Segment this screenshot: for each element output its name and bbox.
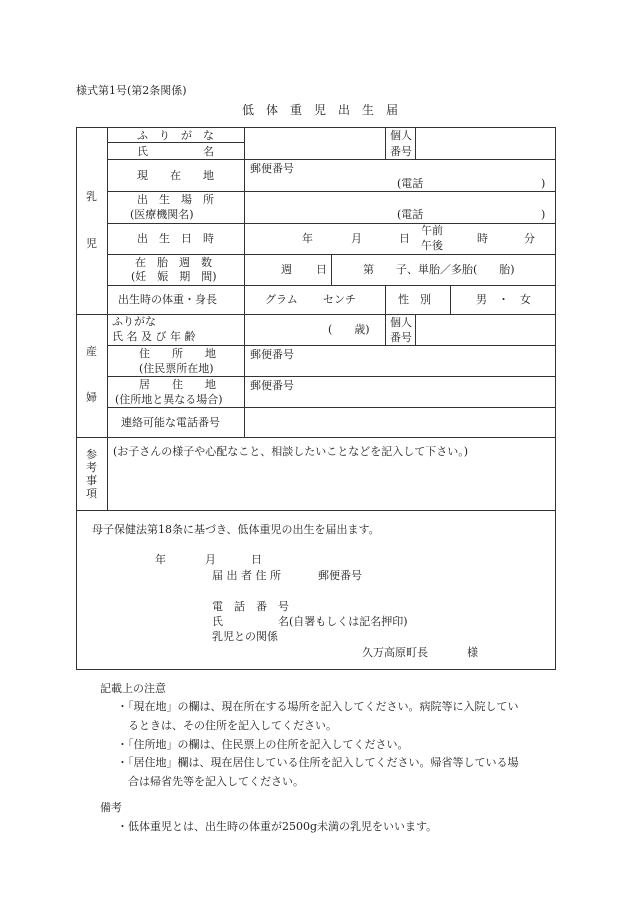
- mother-age-suffix: ( 歳): [328, 323, 370, 336]
- reporter-name-label: 氏 名(自署もしくは記名押印): [212, 615, 408, 628]
- col-divider: [244, 127, 245, 437]
- sama-label: 様: [467, 646, 478, 659]
- birthplace-tel-label: (電話: [397, 208, 424, 221]
- birthplace-label: 出 生 場 所: [137, 193, 214, 206]
- birthdate-label: 出 生 日 時: [137, 232, 214, 245]
- col-divider: [385, 285, 386, 314]
- col-divider: [415, 314, 416, 345]
- mother-name-age-label: 氏 名 及 び 年 齢: [112, 330, 196, 343]
- row-divider: [107, 142, 244, 143]
- gram-unit: グラム: [265, 293, 298, 306]
- pm-label: 午後: [421, 239, 443, 252]
- sex-label: 性 別: [398, 293, 431, 306]
- birthplace-tel-close: ): [541, 208, 546, 221]
- row-divider: [107, 376, 556, 377]
- note-item: ・「現在地」の欄は、現在所在する場所を記入してください。病院等に入院してい: [117, 700, 519, 713]
- note-item: ・「居住地」欄は、現在居住している住所を記入してください。帰省等している場: [117, 756, 519, 769]
- mother-section-label-2: 婦: [86, 391, 97, 404]
- col-divider: [385, 314, 386, 345]
- addressee-label: 久万高原町長: [362, 646, 428, 659]
- row-divider: [107, 159, 556, 160]
- infant-section-label-2: 児: [86, 237, 97, 250]
- col-divider: [331, 254, 332, 285]
- infant-tel-label: (電話: [397, 177, 424, 190]
- date-day-unit: 日: [251, 553, 262, 566]
- remarks-label-1: 参: [86, 448, 97, 461]
- row-divider: [107, 345, 556, 346]
- infant-tel-close: ): [541, 177, 546, 190]
- mother-address-sub-label: (住民票所在地): [139, 362, 214, 375]
- remarks-label-4: 項: [86, 487, 97, 500]
- notes-heading: 記載上の注意: [100, 682, 166, 695]
- mother-furigana-label: ふりがな: [112, 315, 156, 328]
- infant-address-label: 現 在 地: [137, 169, 214, 182]
- remarks-label-2: 考: [86, 461, 97, 474]
- birth-order-label: 第 子、単胎／多胎( 胎): [363, 263, 515, 276]
- mother-address-label: 住 所 地: [139, 347, 216, 360]
- col-divider: [385, 127, 386, 159]
- reporter-address-label: 届 出 者 住 所: [212, 569, 281, 582]
- weight-height-label: 出生時の体重・身長: [118, 293, 217, 306]
- row-divider: [107, 285, 556, 286]
- birthplace-sub-label: (医療機関名): [130, 208, 194, 221]
- row-divider: [107, 191, 556, 192]
- mother-section-label-1: 産: [86, 345, 97, 358]
- gestation-week-unit: 週: [281, 263, 292, 276]
- section-divider: [76, 437, 556, 438]
- am-label: 午前: [421, 224, 443, 237]
- col-divider: [107, 127, 108, 510]
- birth-year-unit: 年: [302, 232, 313, 245]
- note-item: るときは、その住所を記入してください。: [128, 719, 337, 732]
- section-divider: [76, 510, 556, 511]
- birth-hour-unit: 時: [477, 232, 488, 245]
- note-item: ・「住所地」の欄は、住民票上の住所を記入してください。: [117, 738, 409, 751]
- gestation-day-unit: 日: [316, 263, 327, 276]
- mother-residence-label: 居 住 地: [139, 378, 216, 391]
- mother-kojin-label: 個人: [390, 316, 412, 329]
- note-item: 合は帰省先等を記入してください。: [128, 775, 304, 788]
- centi-unit: センチ: [323, 293, 356, 306]
- col-divider: [450, 285, 451, 314]
- remarks-label-3: 事: [86, 474, 97, 487]
- col-divider: [415, 127, 416, 159]
- form-number: 様式第1号(第2条関係): [76, 84, 187, 97]
- mother-bango-label: 番号: [390, 331, 412, 344]
- infant-bango-label: 番号: [390, 145, 412, 158]
- infant-section-label-1: 乳: [86, 190, 97, 203]
- infant-kojin-label: 個人: [390, 129, 412, 142]
- gestation-sub-label: (妊 娠 期 間): [131, 270, 217, 283]
- relation-label: 乳児との関係: [212, 630, 278, 643]
- row-divider: [107, 223, 556, 224]
- mother-postal-label: 郵便番号: [250, 348, 294, 361]
- declaration-statement: 母子保健法第18条に基づき、低体重児の出生を届出ます。: [92, 523, 380, 536]
- infant-postal-label: 郵便番号: [250, 162, 294, 175]
- mother-residence-postal-label: 郵便番号: [250, 379, 294, 392]
- birth-minute-unit: 分: [524, 232, 535, 245]
- sex-options: 男 ・ 女: [476, 293, 531, 306]
- biko-heading: 備考: [100, 801, 122, 814]
- date-month-unit: 月: [205, 553, 216, 566]
- row-divider: [107, 407, 556, 408]
- mother-residence-sub-label: (住所地と異なる場合): [115, 393, 223, 406]
- infant-furigana-label: ふ り が な: [137, 129, 214, 142]
- biko-item: ・低体重児とは、出生時の体重が2500g未満の乳児をいいます。: [117, 820, 438, 833]
- mother-phone-label: 連絡可能な電話番号: [121, 416, 220, 429]
- gestation-label: 在 胎 週 数: [135, 256, 212, 269]
- form-title: 低 体 重 児 出 生 届: [241, 103, 398, 117]
- reporter-postal-label: 郵便番号: [318, 569, 362, 582]
- remarks-hint: (お子さんの様子や心配なこと、相談したいことなどを記入して下さい。): [113, 445, 469, 458]
- reporter-phone-label: 電 話 番 号: [212, 600, 289, 613]
- infant-name-label: 氏 名: [137, 145, 214, 158]
- birth-month-unit: 月: [351, 232, 362, 245]
- birth-day-unit: 日: [399, 232, 410, 245]
- date-year-unit: 年: [155, 553, 166, 566]
